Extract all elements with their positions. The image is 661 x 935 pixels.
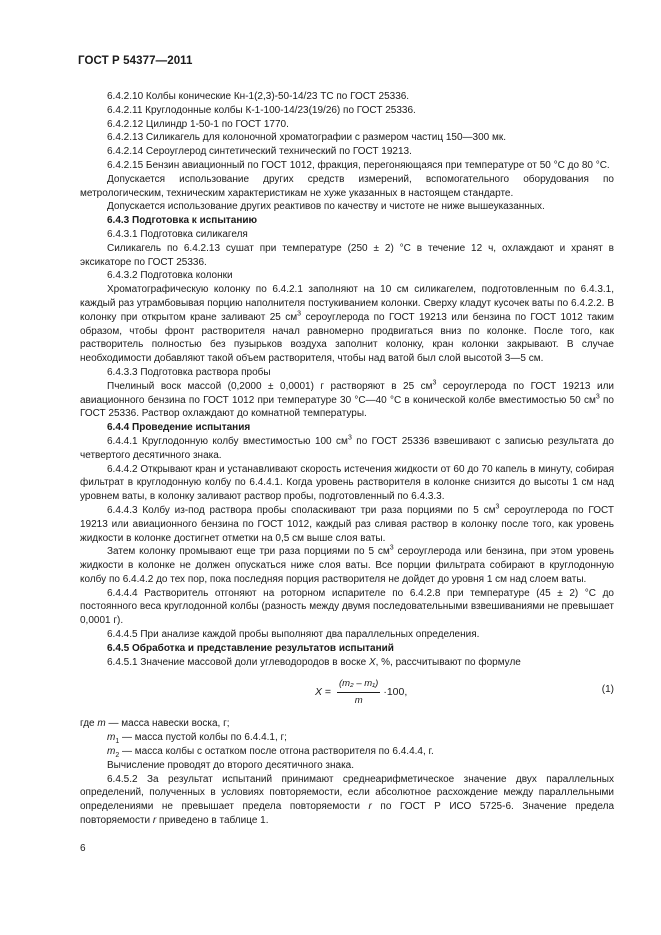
section-heading: 6.4.5 Обработка и представление результатов испытаний — [107, 642, 394, 654]
text-run: 6.4.5.2 За результат испытаний принимают среднеарифметическое значение двух параллельных определений, полученных в условиях повторяемости, если абсолютное расхождение между параллельными определениями не превышает предела повторяемости — [80, 773, 614, 813]
page-number: 6 — [80, 843, 86, 854]
section-heading: 6.4.3 Подготовка к испытанию — [107, 215, 258, 227]
superscript: 3 — [432, 379, 437, 387]
text-run: Пчелиный воск массой (0,2000 ± 0,0001) г растворяют в 25 см — [107, 380, 433, 392]
formula-denominator: m — [354, 695, 363, 707]
section-heading: 6.4.4 Проведение испытания — [107, 422, 251, 434]
formula-fraction — [337, 677, 380, 708]
subscript: 1 — [115, 738, 120, 746]
text-run: 6.4.4.1 Круглодонную колбу вместимостью 100 см — [107, 435, 348, 447]
paragraph — [80, 545, 614, 586]
variable: X — [368, 656, 376, 668]
text-run: по ГОСТ 25336 взвешивают с записью результата до четвертого десятичного знака. — [80, 435, 614, 461]
where-line — [80, 717, 614, 731]
text-run: — масса пустой колбы по 6.4.4.1, г; — [119, 732, 287, 744]
paragraph — [80, 656, 614, 670]
where-line — [80, 745, 614, 759]
text-run: где — [80, 718, 98, 730]
paragraph: Допускается использование других средств измерений, вспомогательного оборудования по метрологическим, техническим характеристикам не хуже указанных в настоящем стандарте. — [80, 173, 614, 199]
variable: m — [97, 718, 106, 730]
paragraph: 6.4.2.14 Сероуглерод синтетический технический по ГОСТ 19213. — [107, 146, 412, 158]
text-run: , %, рассчитывают по формуле — [375, 656, 521, 668]
paragraph — [80, 773, 614, 828]
text-run: 6.4.5.1 Значение массовой доли углеводородов в воске — [107, 656, 369, 668]
superscript: 3 — [389, 544, 394, 552]
paragraph: Вычисление проводят до второго десятичного знака. — [107, 759, 355, 771]
variable: m — [107, 732, 116, 744]
document-body — [80, 90, 614, 828]
superscript: 3 — [297, 310, 302, 318]
paragraph: 6.4.3.3 Подготовка раствора пробы — [107, 366, 271, 378]
paragraph: 6.4.4.2 Открывают кран и устанавливают скорость истечения жидкости от 60 до 70 капель в минуту, собирая фильтрат в круглодонную колбу по 6.4.4.1. Когда уровень растворителя в колонке снизится до высоты 1 см над уровнем ваты, в колонку заливают раствор пробы, подготовленный по 6.4.3.3. — [80, 463, 614, 503]
subscript: 2 — [115, 752, 120, 760]
text-run: приведено в таблице 1. — [156, 815, 269, 827]
text-run: сероуглерода или бензина, при этом уровень жидкости в колонке не должен опускаться ниже слоя ваты. Все порции фильтрата собирают в круглодонную колбу по 6.4.4.2 до тех пор, пока последняя порция растворителя не дойдет до уровня 1 см над слоем ваты. — [80, 546, 615, 585]
text-run: сероуглерода по ГОСТ 19213 или авиационного бензина по ГОСТ 1012, каждый раз сливая раствор в колонку после того, как уровень жидкости в колонке достигнет отметки на 0,5 см выше слоя ваты. — [80, 504, 614, 544]
paragraph: 6.4.4.5 При анализе каждой пробы выполняют два параллельных определения. — [107, 629, 480, 641]
formula-rhs: ·100, — [383, 685, 408, 698]
formula-numerator: (m₂ – m₁) — [337, 677, 380, 693]
paragraph: 6.4.2.11 Круглодонные колбы К-1-100-14/23(19/26) по ГОСТ 25336. — [107, 104, 416, 116]
paragraph — [80, 283, 614, 366]
superscript: 3 — [495, 503, 500, 511]
variable: r — [368, 801, 372, 813]
paragraph: 6.4.2.10 Колбы конические Кн-1(2,3)-50-14/23 ТС по ГОСТ 25336. — [107, 91, 410, 102]
paragraph: Силикагель по 6.4.2.13 сушат при температуре (250 ± 2) °С в течение 12 ч, охлаждают и хранят в эксикаторе по ГОСТ 25336. — [80, 242, 614, 268]
paragraph: Допускается использование других реактивов по качеству и чистоте не ниже вышеуказанных. — [107, 201, 545, 213]
paragraph: 6.4.2.12 Цилиндр 1-50-1 по ГОСТ 1770. — [107, 118, 289, 130]
formula — [315, 677, 407, 708]
superscript: 3 — [595, 393, 600, 401]
text-run: сероуглерода по ГОСТ 19213 или авиационного бензина по ГОСТ 1012 при температуре 30 °С—40 °С в конической колбе вместимостью 50 см — [80, 380, 614, 406]
formula-equals: = — [322, 685, 334, 698]
paragraph — [80, 435, 614, 463]
paragraph: 6.4.2.15 Бензин авиационный по ГОСТ 1012, фракция, перегоняющаяся при температуре от 50 °С до 80 °С. — [107, 159, 610, 171]
paragraph: 6.4.3.1 Подготовка силикагеля — [107, 228, 248, 240]
variable: r — [152, 815, 157, 827]
paragraph: 6.4.2.13 Силикагель для колоночной хроматографии с размером частиц 150—300 мк. — [107, 132, 507, 144]
formula-lhs: X — [315, 685, 323, 698]
text-run: по ГОСТ Р ИСО 5725-6. Значение предела повторяемости — [80, 801, 615, 827]
paragraph — [80, 380, 614, 421]
paragraph — [80, 504, 614, 545]
paragraph: 6.4.3.2 Подготовка колонки — [107, 270, 233, 282]
text-run: Хроматографическую колонку по 6.4.2.1 заполняют на 10 см силикагелем, подготовленным по 6.4.3.1, каждый раз утрамбовывая порцию наполнителя постукиванием колонки. Сверху кладут кусочек ваты по 6.4.2.2. В колонку при открытом кране заливают 25 см — [80, 284, 614, 323]
superscript: 3 — [347, 434, 352, 442]
formula-number: (1) — [601, 684, 614, 696]
paragraph: 6.4.4.4 Растворитель отгоняют на роторном испарителе по 6.4.2.8 при температуре (45 ± 2) °С до постоянного веса круглодонной колбы (разность между двумя последовательными взвешиваниями не превышает 0,0001 г). — [80, 587, 614, 627]
document-header: ГОСТ Р 54377—2011 — [78, 55, 193, 67]
formula-block — [80, 671, 614, 715]
text-run: — масса навески воска, г; — [105, 718, 230, 730]
text-run: — масса колбы с остатком после отгона растворителя по 6.4.4.4, г. — [119, 746, 434, 758]
text-run: Затем колонку промывают еще три раза порциями по 5 см — [107, 546, 390, 558]
variable: m — [107, 746, 116, 758]
text-run: 6.4.4.3 Колбу из-под раствора пробы споласкивают три раза порциями по 5 см — [107, 504, 496, 516]
where-line — [80, 731, 614, 745]
text-run: по ГОСТ 25336. Раствор охлаждают до комнатной температуры. — [80, 394, 614, 420]
text-run: сероуглерода по ГОСТ 19213 или бензина по ГОСТ 1012 таким образом, чтобы фронт растворителя начал равномерно продвигаться вниз по колонке. После того, как растворитель полностью без пузырьков воздуха заполнит колонку, кран колонки закрывают. В случае необходимости добавляют такой объем растворителя, чтобы над ватой был слой высотой 3—5 см. — [80, 311, 614, 365]
